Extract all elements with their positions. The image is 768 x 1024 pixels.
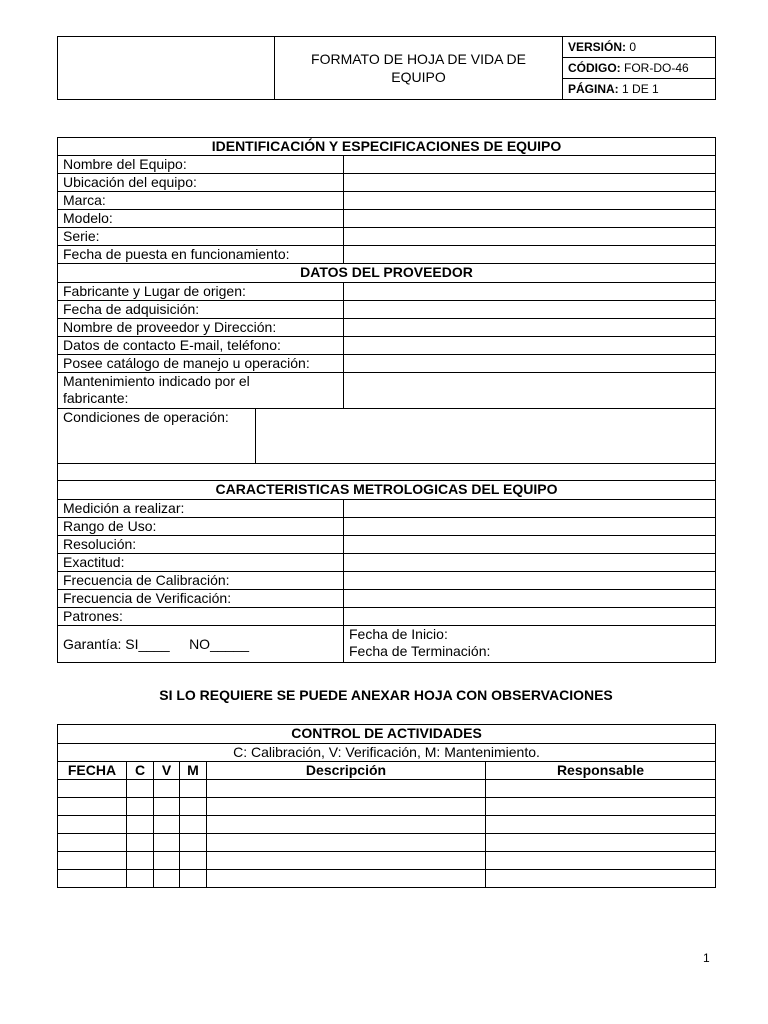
document-title: [275, 37, 563, 100]
field-label: Nombre de proveedor y Dirección:: [58, 319, 344, 337]
cell[interactable]: [58, 816, 127, 834]
field-label: Rango de Uso:: [58, 518, 344, 536]
cell[interactable]: [486, 834, 716, 852]
field-value[interactable]: [344, 355, 716, 373]
column-header-v: V: [154, 762, 180, 780]
cell[interactable]: [180, 870, 207, 888]
cell[interactable]: [180, 780, 207, 798]
cell[interactable]: [180, 852, 207, 870]
table-row: [58, 798, 716, 816]
cell[interactable]: [154, 870, 180, 888]
cell[interactable]: [58, 852, 127, 870]
table-row: [58, 870, 716, 888]
cell[interactable]: [127, 798, 154, 816]
column-header-m: M: [180, 762, 207, 780]
cell[interactable]: [486, 852, 716, 870]
operation-conditions-label: Condiciones de operación:: [58, 409, 256, 464]
cell[interactable]: [486, 816, 716, 834]
field-value[interactable]: [344, 228, 716, 246]
cell[interactable]: [58, 780, 127, 798]
field-label: Nombre del Equipo:: [58, 156, 344, 174]
maintenance-line-1: Mantenimiento indicado por el: [63, 373, 250, 389]
field-label: Medición a realizar:: [58, 500, 344, 518]
warranty-dates[interactable]: [344, 626, 716, 663]
field-value[interactable]: [344, 373, 716, 409]
cell[interactable]: [154, 798, 180, 816]
field-value[interactable]: [344, 301, 716, 319]
column-header-responsable: Responsable: [486, 762, 716, 780]
field-label: Exactitud:: [58, 554, 344, 572]
field-label: Frecuencia de Calibración:: [58, 572, 344, 590]
cell[interactable]: [207, 852, 486, 870]
supplier-title: DATOS DEL PROVEEDOR: [58, 264, 716, 283]
field-label: Ubicación del equipo:: [58, 174, 344, 192]
table-row: [58, 816, 716, 834]
cell[interactable]: [207, 834, 486, 852]
field-label: Modelo:: [58, 210, 344, 228]
identification-title: IDENTIFICACIÓN Y ESPECIFICACIONES DE EQUIPO: [58, 138, 716, 156]
field-label: Fecha de adquisición:: [58, 301, 344, 319]
table-row: [58, 834, 716, 852]
activities-table: [57, 724, 716, 888]
page-label: PÁGINA:: [568, 81, 619, 96]
cell[interactable]: [207, 870, 486, 888]
field-value[interactable]: [344, 337, 716, 355]
field-value[interactable]: [344, 518, 716, 536]
title-line-2: EQUIPO: [391, 69, 446, 85]
activities-legend: C: Calibración, V: Verificación, M: Mantenimiento.: [58, 744, 716, 762]
table-row: [58, 852, 716, 870]
code-label: CÓDIGO:: [568, 60, 621, 75]
version-cell: [563, 37, 716, 58]
logo-placeholder: [58, 37, 275, 100]
field-value[interactable]: [344, 554, 716, 572]
warranty-field[interactable]: Garantía: SI____ NO_____: [58, 626, 344, 663]
field-label: Fecha de puesta en funcionamiento:: [58, 246, 344, 264]
start-date-label: Fecha de Inicio:: [349, 626, 448, 642]
field-label: Patrones:: [58, 608, 344, 626]
cell[interactable]: [486, 798, 716, 816]
field-value[interactable]: [344, 590, 716, 608]
observations-note: SI LO REQUIERE SE PUEDE ANEXAR HOJA CON OBSERVACIONES: [159, 687, 613, 703]
field-value[interactable]: [344, 608, 716, 626]
cell[interactable]: [154, 852, 180, 870]
cell[interactable]: [58, 798, 127, 816]
cell[interactable]: [127, 780, 154, 798]
metrology-title: CARACTERISTICAS METROLOGICAS DEL EQUIPO: [58, 481, 716, 500]
end-date-label: Fecha de Terminación:: [349, 643, 491, 659]
field-label: Serie:: [58, 228, 344, 246]
field-label: Resolución:: [58, 536, 344, 554]
field-label: Fabricante y Lugar de origen:: [58, 283, 344, 301]
cell[interactable]: [180, 816, 207, 834]
equipment-form: [57, 137, 716, 663]
page-value: 1 DE 1: [622, 81, 659, 96]
cell[interactable]: [154, 816, 180, 834]
code-value: FOR-DO-46: [624, 60, 689, 75]
field-value[interactable]: [344, 283, 716, 301]
field-value[interactable]: [344, 192, 716, 210]
field-value[interactable]: [344, 246, 716, 264]
cell[interactable]: [486, 780, 716, 798]
cell[interactable]: [180, 834, 207, 852]
cell[interactable]: [127, 852, 154, 870]
cell[interactable]: [127, 870, 154, 888]
cell[interactable]: [127, 834, 154, 852]
table-row: [58, 780, 716, 798]
cell[interactable]: [154, 780, 180, 798]
maintenance-line-2: fabricante:: [63, 390, 129, 406]
field-value[interactable]: [344, 174, 716, 192]
column-header-descripcion: Descripción: [207, 762, 486, 780]
spacer-row: [58, 464, 716, 481]
field-value[interactable]: [344, 500, 716, 518]
cell[interactable]: [58, 870, 127, 888]
field-value[interactable]: [344, 319, 716, 337]
field-label: Datos de contacto E-mail, teléfono:: [58, 337, 344, 355]
column-header-fecha: FECHA: [58, 762, 127, 780]
activities-title: CONTROL DE ACTIVIDADES: [58, 725, 716, 744]
cell[interactable]: [207, 816, 486, 834]
page-cell: [563, 79, 716, 100]
version-label: VERSIÓN:: [568, 39, 627, 54]
column-header-c: C: [127, 762, 154, 780]
cell[interactable]: [127, 816, 154, 834]
cell[interactable]: [58, 834, 127, 852]
cell[interactable]: [207, 798, 486, 816]
maintenance-label: [58, 373, 344, 409]
field-value[interactable]: [344, 210, 716, 228]
code-cell: [563, 58, 716, 79]
title-line-1: FORMATO DE HOJA DE VIDA DE: [311, 51, 526, 67]
cell[interactable]: [154, 834, 180, 852]
field-label: Frecuencia de Verificación:: [58, 590, 344, 608]
field-value[interactable]: [344, 156, 716, 174]
activities-header-row: [58, 762, 716, 780]
field-label: Posee catálogo de manejo u operación:: [58, 355, 344, 373]
field-value[interactable]: [344, 572, 716, 590]
document-header: [57, 36, 716, 100]
cell[interactable]: [486, 870, 716, 888]
operation-conditions-value[interactable]: [256, 409, 716, 464]
cell[interactable]: [207, 780, 486, 798]
version-value: 0: [629, 39, 637, 54]
page-number: 1: [703, 951, 710, 965]
cell[interactable]: [180, 798, 207, 816]
field-value[interactable]: [344, 536, 716, 554]
field-label: Marca:: [58, 192, 344, 210]
